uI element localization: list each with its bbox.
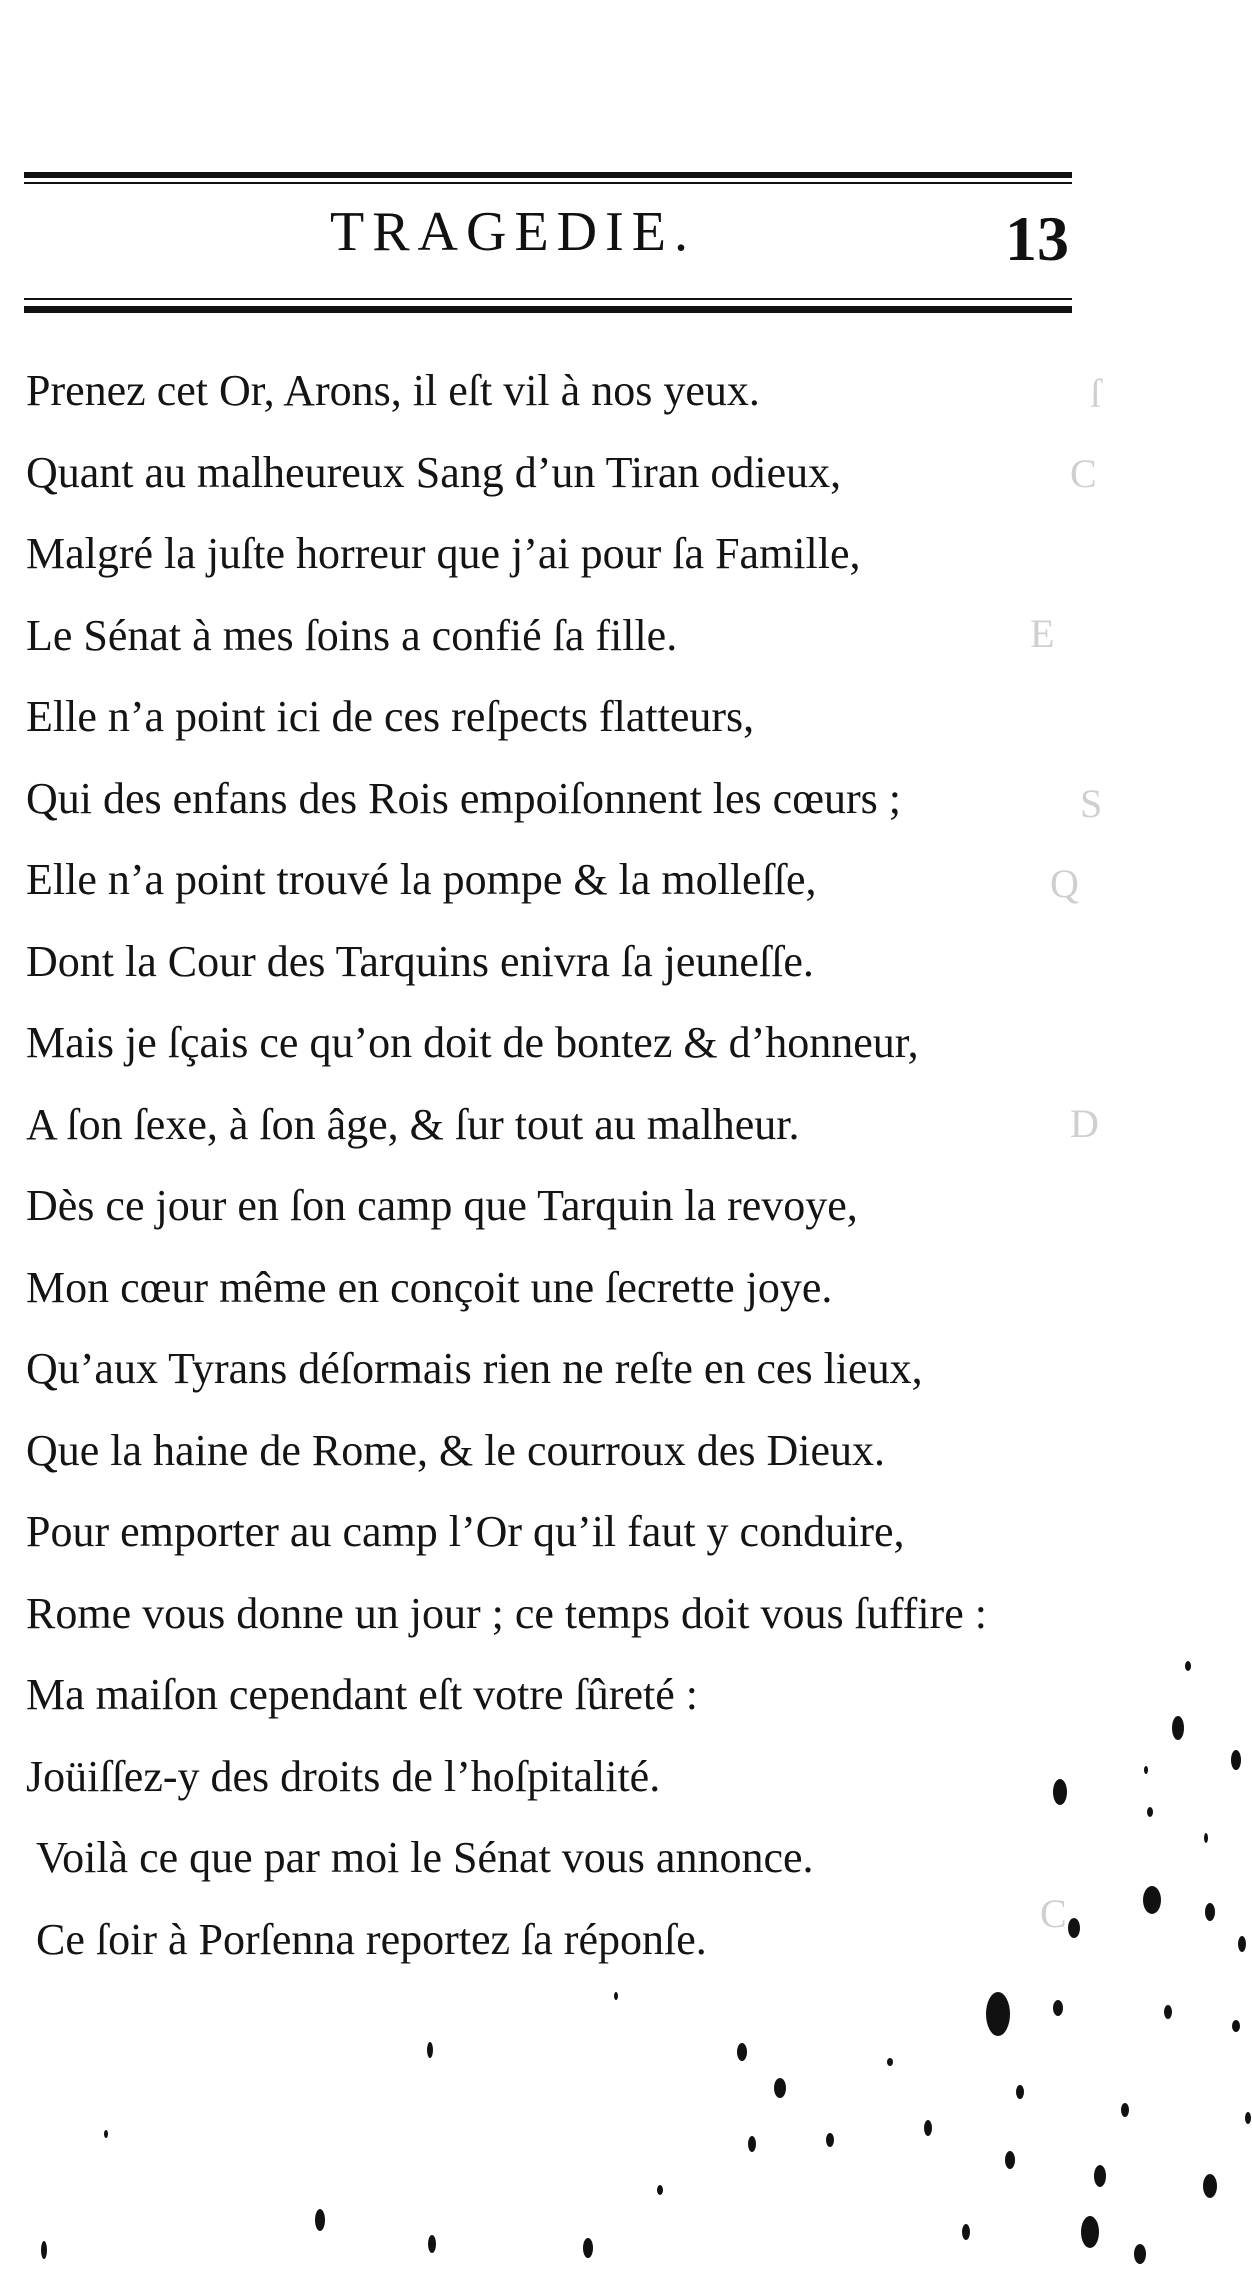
verse-line: Que la haine de Rome, & le courroux des Dieux. <box>26 1425 885 1475</box>
verse-line: Qu’aux Tyrans déſormais rien ne reſte en ces lieux, <box>26 1344 923 1393</box>
ghost-mark: D <box>1070 1101 1099 1146</box>
running-head <box>0 190 1252 290</box>
verse-line: Qui des enfans des Rois empoiſonnent les cœurs ; <box>26 773 901 823</box>
header-rule-bottom <box>24 306 1072 313</box>
page-number: 13 <box>1005 203 1069 274</box>
header-rule-bottom-thin <box>24 298 1072 300</box>
verse-line: Dès ce jour en ſon camp que Tarquin la revoye, <box>26 1181 858 1230</box>
header-rule-top-thin <box>24 182 1072 184</box>
ghost-mark: C <box>1070 451 1097 496</box>
verse-line: Pour emporter au camp l’Or qu’il faut y conduire, <box>26 1507 905 1556</box>
verse-line: Ma maiſon cependant eſt votre ſûreté : <box>26 1670 698 1719</box>
verse-line: Quant au malheureux Sang d’un Tiran odieux, <box>26 447 842 497</box>
verse-line: Rome vous donne un jour ; ce temps doit vous ſuffire : <box>26 1588 987 1638</box>
running-title: TRAGEDIE. <box>330 201 696 263</box>
verse-line: Dont la Cour des Tarquins enivra ſa jeuneſſe. <box>26 936 814 986</box>
verse-line: Mais je ſçais ce qu’on doit de bontez & d’honneur, <box>26 1018 919 1067</box>
ghost-mark: Q <box>1050 861 1079 906</box>
ghost-mark: E <box>1030 611 1055 656</box>
verse-line: Le Sénat à mes ſoins a confié ſa fille. <box>26 610 678 660</box>
verse-line: Elle n’a point trouvé la pompe & la molleſſe, <box>26 855 817 904</box>
verse-line: Prenez cet Or, Arons, il eſt vil à nos yeux. <box>26 366 760 415</box>
verse-line: Voilà ce que par moi le Sénat vous annonce. <box>36 1833 814 1882</box>
verse-line: Joüiſſez-y des droits de l’hoſpitalité. <box>26 1751 661 1801</box>
verse-line: Malgré la juſte horreur que j’ai pour ſa Famille, <box>26 529 861 578</box>
ghost-mark: S <box>1080 781 1103 826</box>
verse-line: Elle n’a point ici de ces reſpects flatteurs, <box>26 692 755 741</box>
header-rule-top <box>24 172 1072 178</box>
verse-line: Ce ſoir à Porſenna reportez ſa réponſe. <box>36 1914 707 1964</box>
verse-line: A ſon ſexe, à ſon âge, & ſur tout au malheur. <box>26 1099 800 1149</box>
ghost-mark: ſ <box>1090 371 1102 416</box>
ghost-mark: C <box>1040 1891 1067 1936</box>
verse-block <box>26 350 1106 1980</box>
verse-line: Mon cœur même en conçoit une ſecrette joye. <box>26 1262 833 1312</box>
